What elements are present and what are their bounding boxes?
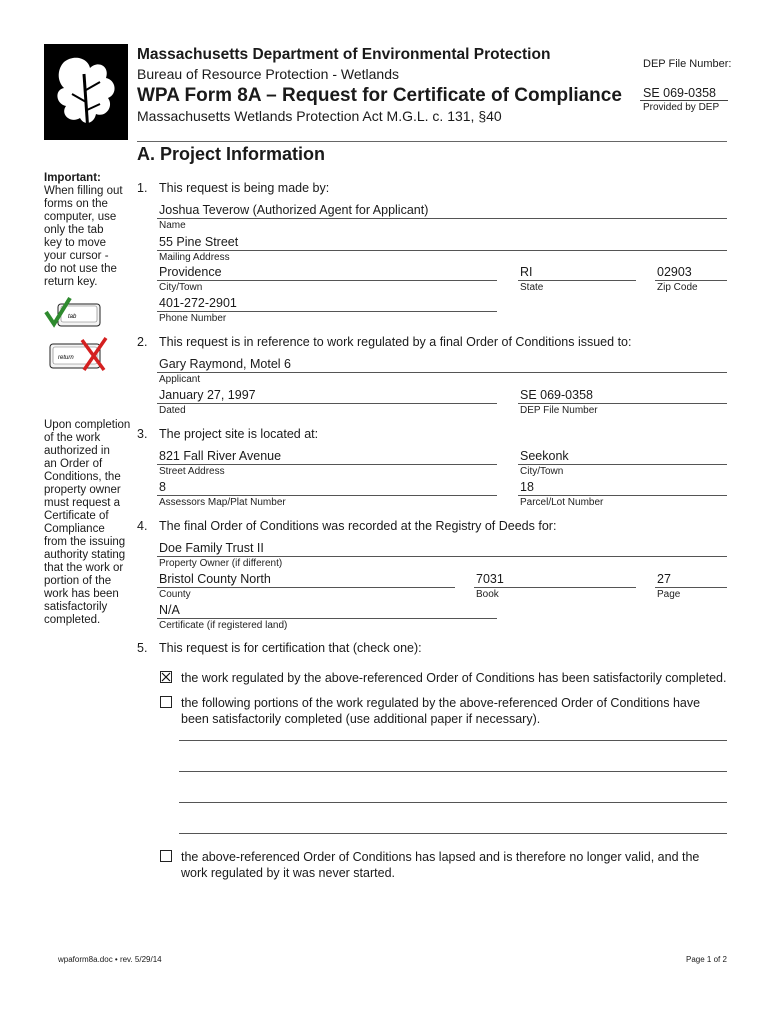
zip-field[interactable]: 02903 [657,265,692,279]
important-note [44,172,134,289]
mailing-address-label: Mailing Address [159,252,230,263]
city-field[interactable]: Providence [159,265,222,279]
assessors-map-label: Assessors Map/Plat Number [159,497,286,508]
parcel-lot-field[interactable]: 18 [520,480,534,494]
field-rule [157,464,497,465]
completion-note [44,419,134,627]
completion-line: portion of the [44,575,112,587]
completion-line: Upon completion [44,419,131,431]
field-rule [518,280,636,281]
site-city-field[interactable]: Seekonk [520,449,569,463]
act-citation: Massachusetts Wetlands Protection Act M.G.L. c. 131, §40 [137,108,502,124]
important-line: do not use the [44,263,117,275]
book-field[interactable]: 7031 [476,572,504,586]
field-rule [655,280,727,281]
partial-work-line-1[interactable] [179,740,727,741]
bureau-name: Bureau of Resource Protection - Wetlands [137,66,399,82]
applicant-label: Applicant [159,374,201,385]
q5-number: 5. [137,641,148,655]
section-divider [137,141,727,142]
completion-line: property owner [44,484,121,496]
option-lapsed-text [181,849,699,881]
option-partial-line: been satisfactorily completed (use additional paper if necessary). [181,712,541,726]
field-rule [157,495,497,496]
mailing-address-field[interactable]: 55 Pine Street [159,235,239,249]
field-rule [157,218,727,219]
partial-work-line-4[interactable] [179,833,727,834]
applicant-name-field[interactable]: Joshua Teverow (Authorized Agent for Applicant) [159,203,429,217]
dep-oak-leaf-logo [44,44,128,140]
checked-x-icon [161,672,171,682]
q3-number: 3. [137,427,148,441]
phone-field[interactable]: 401-272-2901 [159,296,237,310]
page-label: Page [657,589,681,600]
q2-dep-file-field[interactable]: SE 069-0358 [520,388,593,402]
zip-label: Zip Code [657,282,698,293]
phone-label: Phone Number [159,313,227,324]
state-label: State [520,282,544,293]
option-completed-text: the work regulated by the above-referenced Order of Conditions has been satisfactorily completed. [181,671,727,685]
field-rule [157,618,497,619]
field-rule [157,556,727,557]
dep-file-number-rule [640,100,728,101]
name-label: Name [159,220,186,231]
page-field[interactable]: 27 [657,572,671,586]
important-title: Important: [44,172,101,184]
q4-number: 4. [137,519,148,533]
county-field[interactable]: Bristol County North [159,572,271,586]
site-city-label: City/Town [520,466,564,477]
field-rule [157,311,497,312]
dated-label: Dated [159,405,186,416]
q3-text: The project site is located at: [159,427,319,441]
completion-line: from the issuing [44,536,126,548]
footer-page-number: Page 1 of 2 [686,955,727,964]
field-rule [157,280,497,281]
dep-file-number-label: DEP File Number: [643,58,732,70]
agency-name: Massachusetts Department of Environmental Protection [137,46,551,63]
field-rule [474,587,636,588]
option-lapsed-checkbox[interactable] [160,850,172,862]
q5-text: This request is for certification that (check one): [159,641,422,655]
field-rule [157,587,455,588]
form-title: WPA Form 8A – Request for Certificate of Compliance [137,85,622,106]
option-lapsed-line: the above-referenced Order of Conditions has lapsed and is therefore no longer valid, and the [181,850,700,864]
important-line: key to move [44,237,106,249]
important-line: computer, use [44,211,117,223]
field-rule [157,250,727,251]
street-address-field[interactable]: 821 Fall River Avenue [159,449,282,463]
street-address-label: Street Address [159,466,225,477]
completion-line: work has been [44,588,119,600]
completion-line: authority stating [44,549,126,561]
q2-text: This request is in reference to work regulated by a final Order of Conditions issued to: [159,335,632,349]
partial-work-line-2[interactable] [179,771,727,772]
field-rule [157,372,727,373]
dated-field[interactable]: January 27, 1997 [159,388,256,402]
partial-work-line-3[interactable] [179,802,727,803]
completion-line: an Order of [44,458,103,470]
important-line: your cursor - [44,250,109,262]
certificate-field[interactable]: N/A [159,603,180,617]
completion-line: authorized in [44,445,110,457]
completion-line: must request a [44,497,121,509]
option-partial-line: the following portions of the work regulated by the above-referenced Order of Conditions have [181,696,701,710]
tab-key-checkmark-icon [44,296,104,330]
option-lapsed-line: work regulated by it was never started. [181,866,395,880]
important-line: return key. [44,276,98,288]
assessors-map-field[interactable]: 8 [159,480,166,494]
completion-line: Certificate of [44,510,109,522]
q2-number: 2. [137,335,148,349]
q1-number: 1. [137,181,148,195]
completion-line: that the work or [44,562,124,574]
applicant-field[interactable]: Gary Raymond, Motel 6 [159,357,291,371]
important-line: When filling out [44,185,123,197]
important-line: only the tab [44,224,104,236]
section-title: A. Project Information [137,144,326,164]
completion-line: completed. [44,614,101,626]
field-rule [518,495,727,496]
q2-dep-file-label: DEP File Number [520,405,598,416]
field-rule [157,403,497,404]
city-label: City/Town [159,282,203,293]
property-owner-field[interactable]: Doe Family Trust II [159,541,264,555]
important-line: forms on the [44,198,108,210]
field-rule [518,403,727,404]
q4-text: The final Order of Conditions was recorded at the Registry of Deeds for: [159,519,557,533]
completion-line: satisfactorily [44,601,108,613]
option-partial-text [181,695,700,727]
state-field[interactable]: RI [520,265,533,279]
completion-line: Compliance [44,523,105,535]
return-key-x-icon [48,336,110,374]
field-rule [655,587,727,588]
completion-line: of the work [44,432,101,444]
completion-line: Conditions, the [44,471,121,483]
book-label: Book [476,589,499,600]
county-label: County [159,589,191,600]
footer-doc-id: wpaform8a.doc • rev. 5/29/14 [58,955,162,964]
parcel-lot-label: Parcel/Lot Number [520,497,604,508]
q1-text: This request is being made by: [159,181,330,195]
option-completed-checkbox[interactable] [160,671,172,683]
certificate-label: Certificate (if registered land) [159,620,288,631]
property-owner-label: Property Owner (if different) [159,558,283,569]
return-key-label: return [58,355,74,361]
field-rule [518,464,727,465]
tab-key-label: tab [68,314,77,320]
option-partial-checkbox[interactable] [160,696,172,708]
dep-file-number-note: Provided by DEP [643,102,720,113]
dep-file-number-field[interactable]: SE 069-0358 [643,86,716,100]
